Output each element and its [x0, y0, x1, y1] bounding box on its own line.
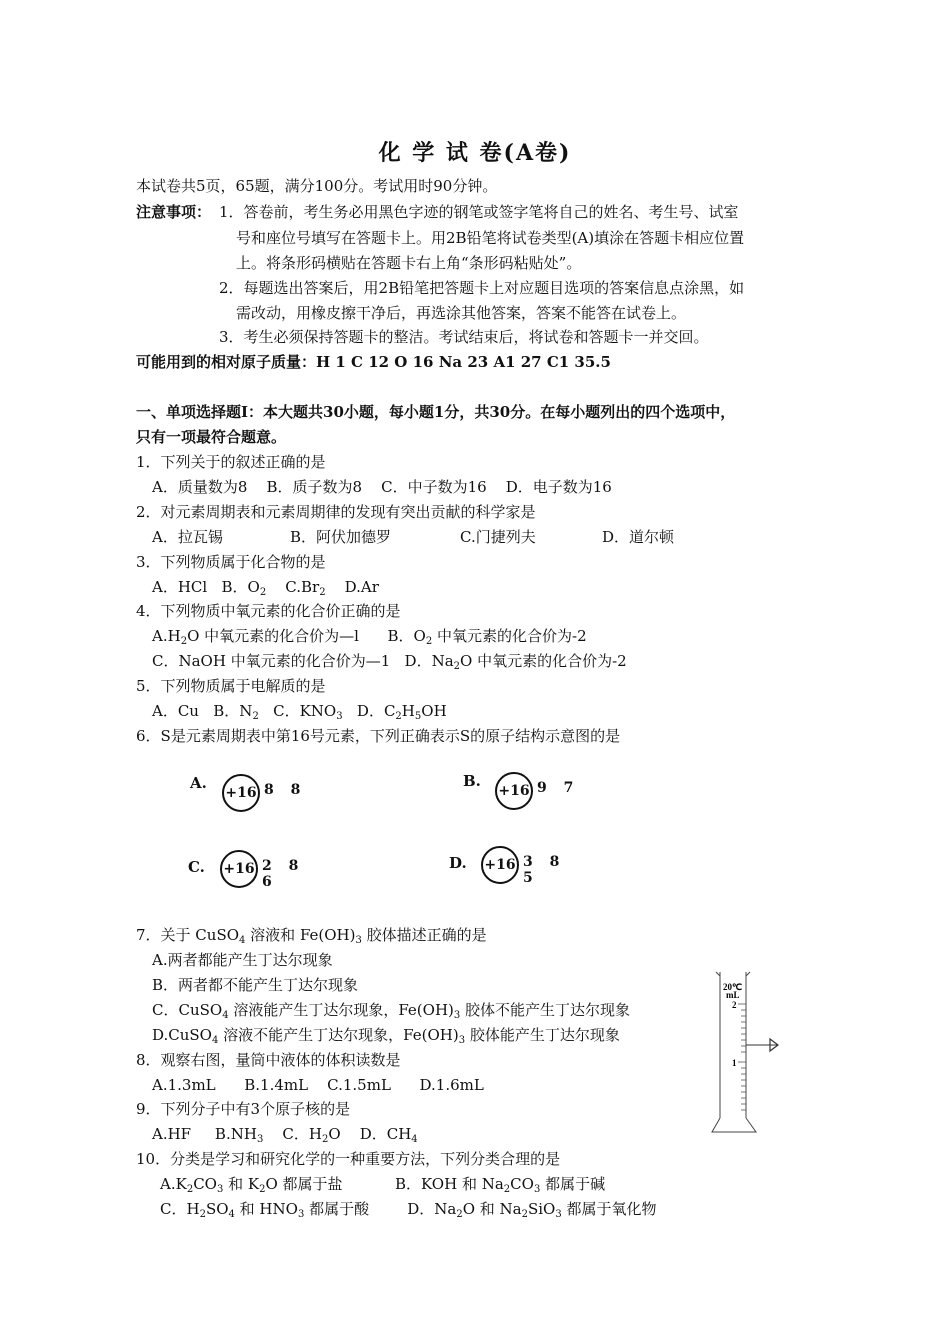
- nucleus: +16: [495, 772, 533, 810]
- notice-label: 注意事项：: [136, 203, 212, 221]
- notice-item: 上。将条形码横贴在答题卡右上角“条形码粘贴处”。: [236, 254, 582, 272]
- cylinder-ticks: [738, 1004, 746, 1110]
- cylinder-unit: mL: [726, 990, 740, 1000]
- question-options: A.1.3mL B.1.4mL C.1.5mL D.1.6mL: [152, 1076, 484, 1094]
- question-options: A．质量数为8 B．质子数为8 C．中子数为16 D．电子数为16: [152, 478, 612, 496]
- electron-shells: 3 8 5: [523, 854, 566, 886]
- intro-text: 本试卷共5页，65题，满分100分。考试用时90分钟。: [136, 177, 498, 195]
- nucleus: +16: [481, 846, 519, 884]
- question-options: $A.H_2O$ 中氧元素的化合价为—l B．$O_2$ 中氧元素的化合价为-2: [152, 627, 587, 647]
- notice-item: 号和座位号填写在答题卡上。用2B铅笔将试卷类型(A)填涂在答题卡相应位置: [236, 229, 745, 247]
- notice-item: 需改动，用橡皮擦干净后，再选涂其他答案，答案不能答在试卷上。: [236, 304, 687, 322]
- option-label: C.: [188, 858, 205, 876]
- notice-item: 3．考生必须保持答题卡的整洁。考试结束后，将试卷和答题卡一并交回。: [219, 328, 709, 346]
- option-label: D.: [449, 854, 467, 872]
- option-a: A.两者都能产生丁达尔现象: [152, 951, 333, 969]
- question-stem: 1．下列关于的叙述正确的是: [136, 453, 326, 471]
- option-c: C．CuSO$_4$ 溶液能产生丁达尔现象，$Fe(OH)_3$ 胶体不能产生丁达尔现象: [152, 1001, 631, 1021]
- question-stem: 4．下列物质中氧元素的化合价正确的是: [136, 602, 401, 620]
- question-stem: 8．观察右图，量筒中液体的体积读数是: [136, 1051, 401, 1069]
- atomic-mass: 可能用到的相对原子质量：H 1 C 12 O 16 Na 23 A1 27 C1 35.5: [136, 353, 611, 371]
- question-options: C．NaOH 中氧元素的化合价为—1 D．$Na_2O$ 中氧元素的化合价为-2: [152, 652, 627, 672]
- option-d: D.CuSO$_4$ 溶液不能产生丁达尔现象，$Fe(OH)_3$ 胶体能产生丁达尔现象: [152, 1026, 620, 1046]
- cylinder-mark-1: 1: [732, 1058, 737, 1068]
- section1-header: 一、单项选择题Ⅰ：本大题共30小题，每小题1分，共30分。在每小题列出的四个选项中，: [136, 403, 736, 421]
- page-title: 化 学 试 卷(A卷): [378, 140, 572, 166]
- option-label: A.: [190, 774, 207, 792]
- atom-diagram-a: [190, 774, 320, 814]
- cylinder-mark-2: 2: [732, 1000, 737, 1010]
- question-stem: 5．下列物质属于电解质的是: [136, 677, 326, 695]
- electron-shells: 9 7: [537, 780, 580, 796]
- question-options: A．Cu B．$N_2$ C．$KNO_3$ D．$C_2H_5OH$: [152, 702, 447, 722]
- cylinder-temp: 20℃: [723, 982, 743, 992]
- question-stem: 2．对元素周期表和元素周期律的发现有突出贡献的科学家是: [136, 503, 536, 521]
- atom-diagram-c: [188, 850, 318, 890]
- option-b: B．两者都不能产生丁达尔现象: [152, 976, 359, 994]
- option-d: D．道尔顿: [602, 528, 675, 546]
- question-stem: 7．关于 CuSO$_4$ 溶液和 $Fe(OH)_3$ 胶体描述正确的是: [136, 926, 487, 946]
- electron-shells: 2 8 6: [262, 858, 305, 890]
- notice-item: 2．每题选出答案后，用2B铅笔把答题卡上对应题目选项的答案信息点涂黑，如: [219, 279, 745, 297]
- atom-diagram-d: [449, 846, 579, 886]
- question-options: A．HCl B．$O_2$ $C.Br_2$ D.Ar: [152, 578, 379, 598]
- option-label: B.: [463, 772, 481, 790]
- question-stem: 3．下列物质属于化合物的是: [136, 553, 326, 571]
- notice-item: 1．答卷前，考生务必用黑色字迹的钢笔或签字笔将自己的姓名、考生号、试室: [219, 203, 739, 221]
- electron-shells: 8 8: [264, 782, 307, 798]
- option-a: A．拉瓦锡: [152, 528, 223, 546]
- question-options: C．$H_2SO_4$ 和 $HNO_3$ 都属于酸 D．$Na_2O$ 和 $Na_2SiO_3$ 都属于氧化物: [160, 1200, 657, 1220]
- question-stem: 6．S是元素周期表中第16号元素，下列正确表示S的原子结构示意图的是: [136, 727, 621, 745]
- graduated-cylinder-figure: [708, 968, 788, 1138]
- question-options: $A.K_2CO_3$ 和 $K_2O$ 都属于盐 B．KOH 和 $Na_2CO_3$ 都属于碱: [160, 1175, 606, 1195]
- option-c: C.门捷列夫: [460, 528, 536, 546]
- nucleus: +16: [222, 774, 260, 812]
- question-stem: 9．下列分子中有3个原子核的是: [136, 1100, 351, 1118]
- nucleus: +16: [220, 850, 258, 888]
- section1-header: 只有一项最符合题意。: [136, 428, 287, 446]
- option-b: B．阿伏加德罗: [290, 528, 392, 546]
- question-stem: 10．分类是学习和研究化学的一种重要方法，下列分类合理的是: [136, 1150, 561, 1168]
- question-options: A.HF $B.NH_3$ C．$H_2O$ D．$CH_4$: [152, 1125, 418, 1145]
- atom-diagram-b: [463, 772, 593, 812]
